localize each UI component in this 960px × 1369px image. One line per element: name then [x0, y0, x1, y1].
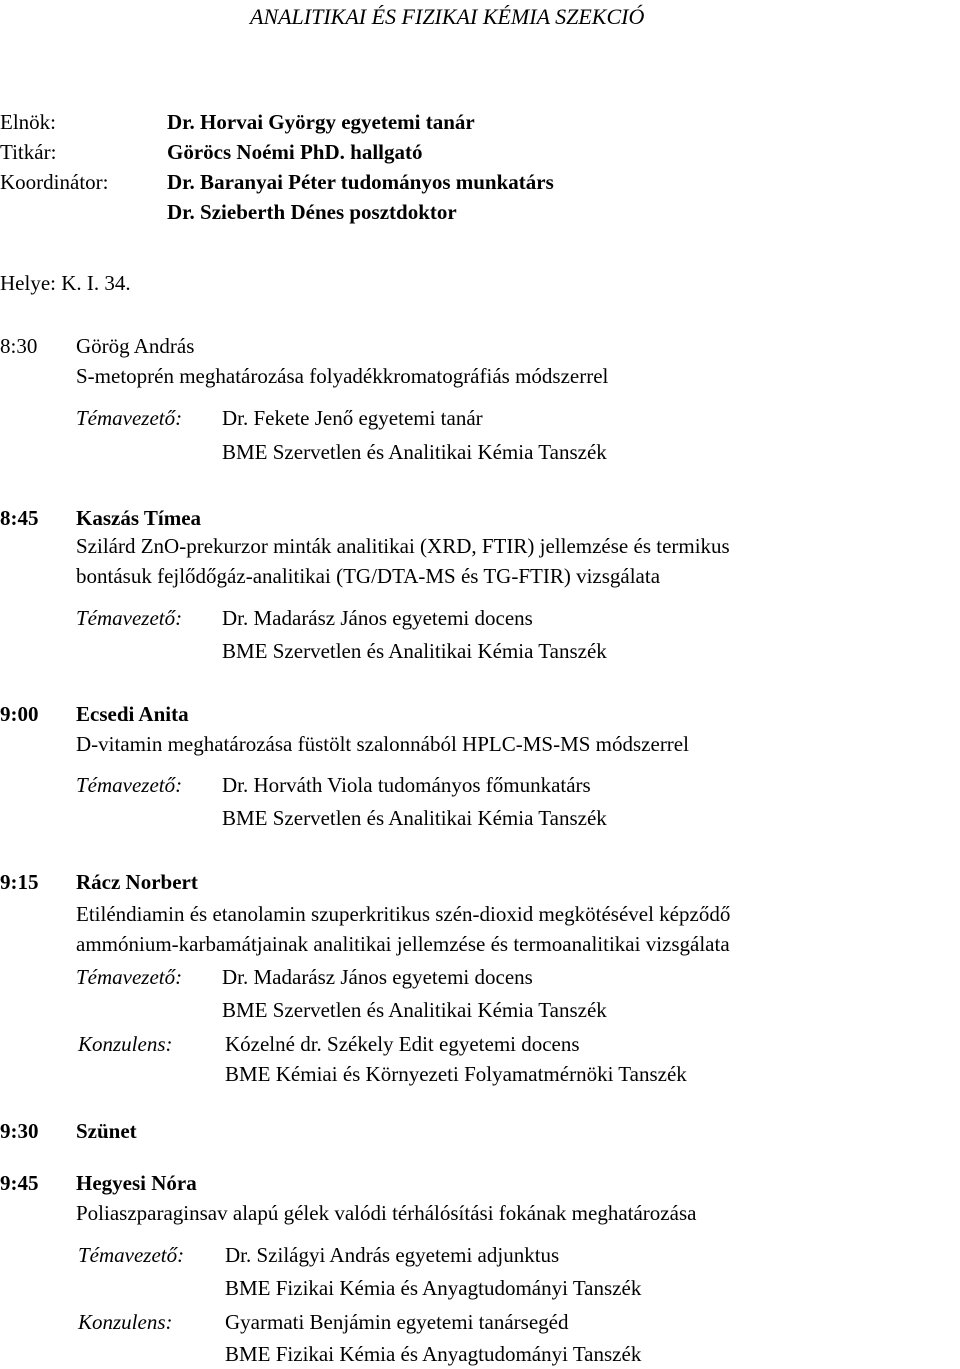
talk-presenter: Kaszás Tímea — [76, 506, 202, 530]
consultant-label: Konzulens: — [78, 1032, 173, 1056]
talk-title: Poliaszparaginsav alapú gélek valódi térhálósítási fokának meghatározása — [76, 1201, 697, 1225]
coordinator-name: Dr. Szieberth Dénes posztdoktor — [167, 200, 457, 224]
secretary-label: Titkár: — [0, 140, 57, 164]
supervisor-name: Dr. Madarász János egyetemi docens — [222, 965, 533, 989]
supervisor-label: Témavezető: — [78, 1243, 185, 1267]
supervisor-name: Dr. Horváth Viola tudományos főmunkatárs — [222, 773, 591, 797]
talk-time: 9:15 — [0, 870, 39, 894]
supervisor-dept: BME Szervetlen és Analitikai Kémia Tanszék — [222, 639, 607, 663]
talk-time: 8:30 — [0, 334, 38, 358]
chair-name: Dr. Horvai György egyetemi tanár — [167, 110, 475, 134]
chair-label: Elnök: — [0, 110, 56, 134]
location: Helye: K. I. 34. — [0, 271, 131, 295]
consultant-dept: BME Fizikai Kémia és Anyagtudományi Tanszék — [225, 1342, 642, 1366]
coordinator-name: Dr. Baranyai Péter tudományos munkatárs — [167, 170, 554, 194]
supervisor-dept: BME Szervetlen és Analitikai Kémia Tanszék — [222, 440, 607, 464]
supervisor-label: Témavezető: — [76, 965, 183, 989]
talk-presenter: Görög András — [76, 334, 195, 358]
supervisor-label: Témavezető: — [76, 773, 183, 797]
supervisor-name: Dr. Madarász János egyetemi docens — [222, 606, 533, 630]
talk-presenter: Hegyesi Nóra — [76, 1171, 197, 1195]
break-label: Szünet — [76, 1119, 137, 1143]
talk-title: S-metoprén meghatározása folyadékkromatográfiás módszerrel — [76, 364, 609, 388]
secretary-name: Göröcs Noémi PhD. hallgató — [167, 140, 423, 164]
talk-title: ammónium-karbamátjainak analitikai jellemzése és termoanalitikai vizsgálata — [76, 932, 730, 956]
talk-title: bontásuk fejlődőgáz-analitikai (TG/DTA-MS és TG-FTIR) vizsgálata — [76, 564, 661, 588]
talk-presenter: Ecsedi Anita — [76, 702, 189, 726]
consultant-name: Gyarmati Benjámin egyetemi tanársegéd — [225, 1310, 569, 1334]
supervisor-label: Témavezető: — [76, 606, 183, 630]
talk-title: Etiléndiamin és etanolamin szuperkritikus szén-dioxid megkötésével képződő — [76, 902, 731, 926]
supervisor-dept: BME Szervetlen és Analitikai Kémia Tanszék — [222, 806, 607, 830]
talk-time: 9:30 — [0, 1119, 39, 1143]
consultant-label: Konzulens: — [78, 1310, 173, 1334]
supervisor-dept: BME Fizikai Kémia és Anyagtudományi Tanszék — [225, 1276, 642, 1300]
consultant-name: Kózelné dr. Székely Edit egyetemi docens — [225, 1032, 580, 1056]
supervisor-name: Dr. Fekete Jenő egyetemi tanár — [222, 406, 483, 430]
supervisor-name: Dr. Szilágyi András egyetemi adjunktus — [225, 1243, 560, 1267]
talk-title: D-vitamin meghatározása füstölt szalonnából HPLC-MS-MS módszerrel — [76, 732, 689, 756]
coordinator-label: Koordinátor: — [0, 170, 109, 194]
talk-title: Szilárd ZnO-prekurzor minták analitikai (XRD, FTIR) jellemzése és termikus — [76, 534, 730, 558]
talk-time: 8:45 — [0, 506, 39, 530]
section-title: ANALITIKAI ÉS FIZIKAI KÉMIA SZEKCIÓ — [250, 4, 645, 29]
talk-time: 9:00 — [0, 702, 39, 726]
supervisor-dept: BME Szervetlen és Analitikai Kémia Tanszék — [222, 998, 607, 1022]
talk-presenter: Rácz Norbert — [76, 870, 198, 894]
talk-time: 9:45 — [0, 1171, 39, 1195]
supervisor-label: Témavezető: — [76, 406, 183, 430]
consultant-dept: BME Kémiai és Környezeti Folyamatmérnöki Tanszék — [225, 1062, 687, 1086]
